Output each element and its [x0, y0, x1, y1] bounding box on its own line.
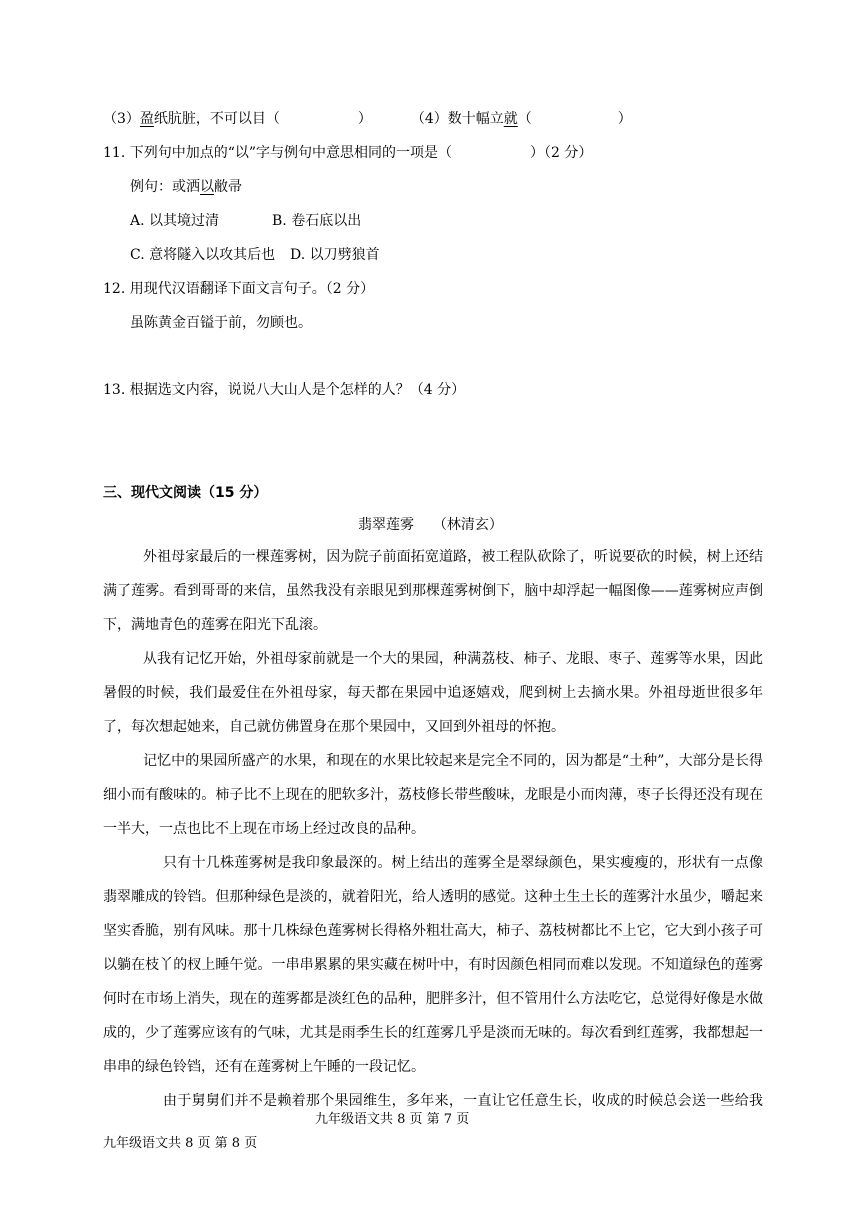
q11-example-pre: 例句：或洒 [130, 179, 200, 195]
q11-option-b[interactable]: B. 卷石底以出 [272, 213, 362, 229]
q12-stem-text: 用现代汉语翻译下面文言句子。（2 分） [129, 281, 375, 297]
article-paragraph-3-text: 记忆中的果园所盛产的水果，和现在的水果比较起来是完全不同的，因为都是“土种”，大部分是长得细小而有酸味的。柿子比不上现在的肥软多汁，荔枝修长带些酸味，龙眼是小而肉薄，枣子长得还没有现在一半大，一点也比不上现在市场上经过改良的品种。 [103, 753, 763, 837]
q11-stem-score: ）（2 分） [530, 145, 593, 161]
q12-number: 12. [103, 281, 126, 297]
q10-item4-close: ） [617, 111, 632, 127]
q10-item4-number: （4）数十幅立 [410, 111, 504, 127]
article-paragraph-5-text: 由于舅舅们并不是赖着那个果园维生，多年来，一直让它任意生长，收成的时候总会送一些给我 [163, 1093, 763, 1109]
article-author: （林清玄） [432, 517, 503, 533]
q13-stem-text: 根据选文内容，说说八大山人是个怎样的人？（4 分） [129, 382, 466, 398]
q10-item3-text: 纸肮脏，不可以目（ [153, 111, 280, 127]
q11-stem-text: 下列句中加点的“以”字与例句中意思相同的一项是（ [129, 145, 453, 161]
q12-stem [103, 279, 374, 299]
section3-heading: 三、现代文阅读（15 分） [103, 485, 268, 501]
q11-example-marked-char: 以 [200, 179, 214, 195]
q11-option-c[interactable]: C. 意将隧入以攻其后也 [130, 247, 276, 263]
q11-options-row1 [130, 211, 361, 231]
article-paragraph-2 [103, 642, 763, 744]
q10-item3-number: （3） [103, 111, 140, 127]
q10-item3-marked-char: 盈 [139, 111, 154, 127]
q11-example-post: 敝帚 [214, 179, 242, 195]
q10-item3-close: ） [357, 111, 372, 127]
article-paragraph-4-text: 只有十几株莲雾树是我印象最深的。树上结出的莲雾全是翠绿颜色，果实瘦瘦的，形状有一点像翡翠雕成的铃铛。但那种绿色是淡的，就着阳光，给人透明的感觉。这种土生土长的莲雾汁水虽少，嚼起来坚实香脆，别有风味。那十几株绿色莲雾树长得格外粗壮高大，柿子、荔枝树都比不上它，它大到小孩子可以躺在枝丫的杈上睡午觉。一串串累累的果实藏在树叶中，有时因颜色相同而难以发现。不知道绿色的莲雾何时在市场上消失，现在的莲雾都是淡红色的品种，肥胖多汁，但不管用什么方法吃它，总觉得好像是水做成的，少了莲雾应该有的气味，尤其是雨季生长的红莲雾几乎是淡而无味的。每次看到红莲雾，我都想起一串串的绿色铃铛，还有在莲雾树上午睡的一段记忆。 [103, 855, 763, 1075]
q11-stem [103, 143, 592, 163]
article-title: 翡翠莲雾 [358, 517, 414, 533]
article-paragraph-4 [103, 846, 763, 1084]
article-paragraph-2-text: 从我有记忆开始，外祖母家前就是一个大的果园，种满荔枝、柿子、龙眼、枣子、莲雾等水果，因此暑假的时候，我们最爱住在外祖母家，每天都在果园中追逐嬉戏，爬到树上去摘水果。外祖母逝世很多年了，每次想起她来，自己就仿佛置身在那个果园中，又回到外祖母的怀抱。 [103, 651, 763, 735]
q11-number: 11. [103, 145, 126, 161]
q11-option-a[interactable]: A. 以其境过清 [130, 213, 220, 229]
q10-item4-marked-char: 就 [503, 111, 518, 127]
q13-number: 13. [103, 382, 126, 398]
q11-example [130, 177, 242, 197]
page-footer-center: 九年级语文共 8 页 第 7 页 [315, 1112, 470, 1127]
q11-option-d[interactable]: D. 以刀劈狼首 [290, 247, 380, 263]
page-footer-left: 九年级语文共 8 页 第 8 页 [103, 1136, 258, 1151]
q10-items-line [103, 109, 632, 129]
article-paragraph-3 [103, 744, 763, 846]
article-paragraph-1-text: 外祖母家最后的一棵莲雾树，因为院子前面拓宽道路，被工程队砍除了，听说要砍的时候，树上还结满了莲雾。看到哥哥的来信，虽然我没有亲眼见到那棵莲雾树倒下，脑中却浮起一幅图像——莲雾树应声倒下，满地青色的莲雾在阳光下乱滚。 [103, 549, 763, 633]
q13-stem [103, 380, 465, 400]
q12-sentence: 虽陈黄金百镒于前，勿顾也。 [130, 315, 312, 331]
q10-item4-open: （ [517, 111, 532, 127]
q11-options-row2 [130, 245, 380, 265]
article-title-line [358, 515, 503, 535]
article-paragraph-1 [103, 540, 763, 642]
